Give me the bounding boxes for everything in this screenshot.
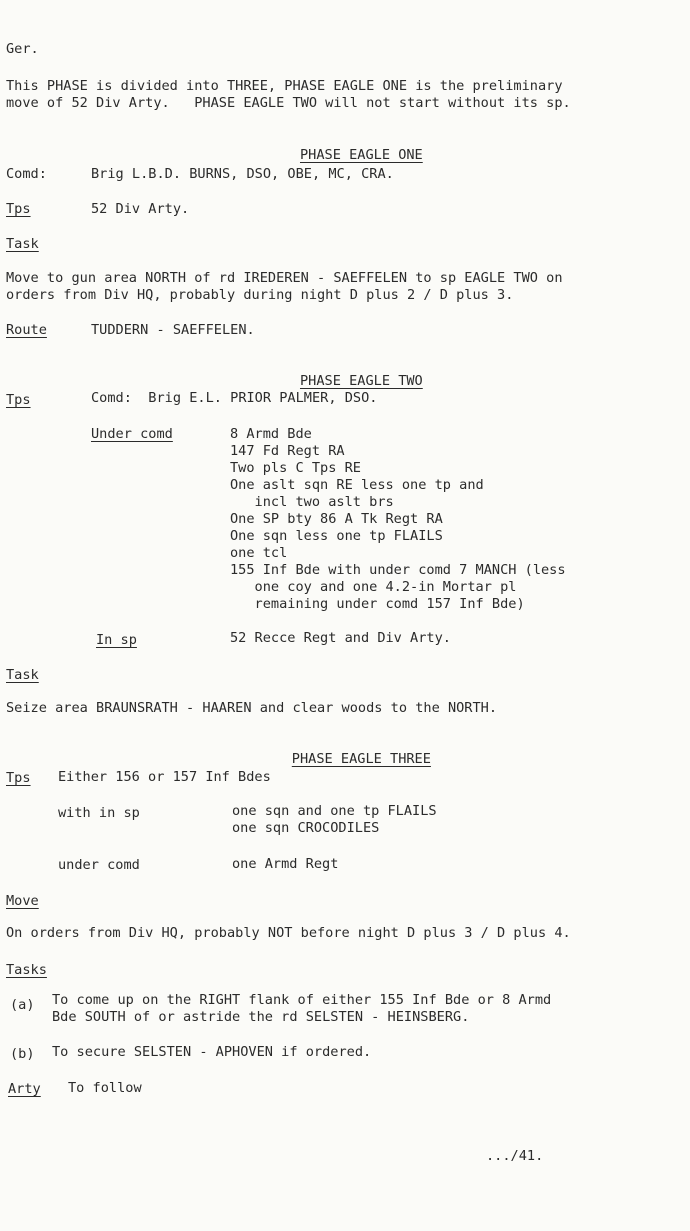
task-b-marker: (b) (10, 1046, 35, 1062)
under-comd-item: 8 Armd Bde (230, 426, 312, 442)
under-comd-item: One aslt sqn RE less one tp and (230, 477, 484, 493)
phase-two-heading: PHASE EAGLE TWO (299, 373, 423, 389)
under-comd-item: one coy and one 4.2-in Mortar pl (230, 579, 517, 595)
phase-one-task-line-2: orders from Div HQ, probably during night D plus 2 / D plus 3. (6, 287, 514, 303)
phase-one-heading: PHASE EAGLE ONE (299, 147, 423, 163)
under-comd-item: One SP bty 86 A Tk Regt RA (230, 511, 443, 527)
phase-three-under-comd-value: one Armd Regt (232, 856, 339, 872)
phase-three-tps-label: Tps (6, 770, 31, 786)
phase-three-tps-value: Either 156 or 157 Inf Bdes (58, 769, 271, 785)
phase-three-move-label: Move (6, 893, 39, 909)
under-comd-item: 155 Inf Bde with under comd 7 MANCH (less (230, 562, 566, 578)
phase-one-tps-value: 52 Div Arty. (91, 201, 190, 217)
under-comd-item: Two pls C Tps RE (230, 460, 361, 476)
phase-one-route-value: TUDDERN - SAEFFELEN. (91, 322, 255, 338)
under-comd-item: incl two aslt brs (230, 494, 394, 510)
under-comd-item: remaining under comd 157 Inf Bde) (230, 596, 525, 612)
under-comd-item: One sqn less one tp FLAILS (230, 528, 443, 544)
under-comd-item: 147 Fd Regt RA (230, 443, 345, 459)
phase-three-under-comd-label: under comd (58, 857, 140, 873)
phase-two-in-sp-value: 52 Recce Regt and Div Arty. (230, 630, 451, 646)
phase-one-task-label: Task (6, 236, 39, 252)
phase-two-task-label: Task (6, 667, 39, 683)
phase-two-comd-value: Comd: Brig E.L. PRIOR PALMER, DSO. (91, 390, 378, 406)
phase-three-tasks-label: Tasks (6, 962, 47, 978)
task-a-line-1: To come up on the RIGHT flank of either 155 Inf Bde or 8 Armd (52, 992, 552, 1008)
task-b-value: To secure SELSTEN - APHOVEN if ordered. (52, 1044, 372, 1060)
phase-one-comd-label: Comd: (6, 166, 47, 182)
phase-three-with-in-sp-label: with in sp (58, 805, 140, 821)
with-in-sp-item: one sqn and one tp FLAILS (232, 803, 437, 819)
ger-label: Ger. (6, 41, 39, 57)
phase-two-tps-label: Tps (6, 392, 31, 408)
intro-line-1: This PHASE is divided into THREE, PHASE EAGLE ONE is the preliminary (6, 78, 563, 94)
task-a-marker: (a) (10, 997, 35, 1013)
phase-three-heading: PHASE EAGLE THREE (291, 751, 431, 767)
phase-two-in-sp-label: In sp (96, 632, 137, 648)
with-in-sp-item: one sqn CROCODILES (232, 820, 380, 836)
phase-three-arty-value: To follow (68, 1080, 142, 1096)
page-reference: .../41. (486, 1148, 544, 1164)
under-comd-item: one tcl (230, 545, 288, 561)
phase-one-comd-value: Brig L.B.D. BURNS, DSO, OBE, MC, CRA. (91, 166, 394, 182)
intro-line-2: move of 52 Div Arty. PHASE EAGLE TWO will not start without its sp. (6, 95, 571, 111)
task-a-line-2: Bde SOUTH of or astride the rd SELSTEN - HEINSBERG. (52, 1009, 470, 1025)
phase-three-move-value: On orders from Div HQ, probably NOT before night D plus 3 / D plus 4. (6, 925, 571, 941)
phase-one-route-label: Route (6, 322, 47, 338)
phase-one-task-line-1: Move to gun area NORTH of rd IREDEREN - SAEFFELEN to sp EAGLE TWO on (6, 270, 563, 286)
phase-two-under-comd-label: Under comd (91, 426, 173, 442)
phase-three-arty-label: Arty (8, 1081, 41, 1097)
phase-two-task-value: Seize area BRAUNSRATH - HAAREN and clear woods to the NORTH. (6, 700, 498, 716)
phase-one-tps-label: Tps (6, 201, 31, 217)
